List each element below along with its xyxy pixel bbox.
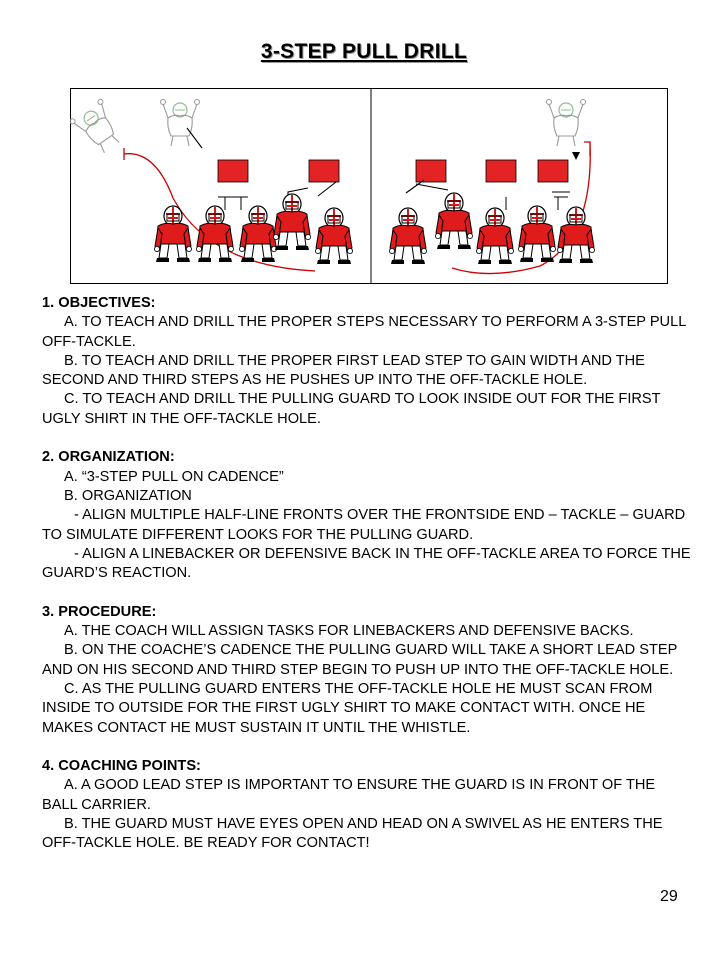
right-bag-2 xyxy=(486,160,516,182)
section-item: B. ORGANIZATION xyxy=(64,487,192,504)
drill-diagram xyxy=(70,88,668,284)
section-item: A. TO TEACH AND DRILL THE PROPER STEPS NECESSARY TO PERFORM A 3-STEP PULL OFF-TACKLE. xyxy=(42,314,686,350)
section-item: C. AS THE PULLING GUARD ENTERS THE OFF-TACKLE HOLE HE MUST SCAN FROM INSIDE TO OUTSIDE FOR THE FIRST UGLY SHIRT TO MAKE CONTACT WITH. ONCE HE MAKES CONTACT HE MUST SUSTAIN IT UNTIL THE WHISTLE. xyxy=(42,680,653,736)
section-item: B. TO TEACH AND DRILL THE PROPER FIRST LEAD STEP TO GAIN WIDTH AND THE SECOND AND THIRD STEPS AS HE PUSHES UP INTO THE OFF-TACKLE HOLE. xyxy=(42,352,645,389)
section-heading: 2. ORGANIZATION: xyxy=(42,449,175,466)
section-coaching-points xyxy=(42,757,692,853)
section-item: A. “3-STEP PULL ON CADENCE” xyxy=(64,468,284,485)
section-item: A. THE COACH WILL ASSIGN TASKS FOR LINEBACKERS AND DEFENSIVE BACKS. xyxy=(64,623,634,640)
section-subitem: - ALIGN MULTIPLE HALF-LINE FRONTS OVER THE FRONTSIDE END – TACKLE – GUARD TO SIMULATE DIFFERENT LOOKS FOR THE PULLING GUARD. xyxy=(42,507,686,543)
section-subitem: - ALIGN A LINEBACKER OR DEFENSIVE BACK IN THE OFF-TACKLE AREA TO FORCE THE GUARD’S REACTION. xyxy=(42,545,691,582)
page-title: 3-STEP PULL DRILL xyxy=(260,40,468,63)
section-procedure xyxy=(42,603,692,738)
right-bag-1 xyxy=(416,160,446,182)
section-heading: 3. PROCEDURE: xyxy=(42,603,157,620)
left-bag-1 xyxy=(218,160,248,182)
section-organization xyxy=(42,448,692,583)
section-item: C. TO TEACH AND DRILL THE PULLING GUARD TO LOOK INSIDE OUT FOR THE FIRST UGLY SHIRT IN THE OFF-TACKLE HOLE. xyxy=(42,391,661,427)
section-objectives xyxy=(42,294,692,429)
left-bag-2 xyxy=(309,160,339,182)
section-heading: 4. COACHING POINTS: xyxy=(42,758,201,775)
section-item: A. A GOOD LEAD STEP IS IMPORTANT TO ENSURE THE GUARD IS IN FRONT OF THE BALL CARRIER. xyxy=(42,777,656,813)
section-heading: 1. OBJECTIVES: xyxy=(42,295,156,311)
page-number: 29 xyxy=(660,888,678,905)
section-item: B. ON THE COACHE’S CADENCE THE PULLING GUARD WILL TAKE A SHORT LEAD STEP AND ON HIS SECOND AND THIRD STEP BEGIN TO PUSH UP INTO THE OFF-TACKLE HOLE. xyxy=(42,642,678,678)
drill-text xyxy=(42,294,692,873)
section-item: B. THE GUARD MUST HAVE EYES OPEN AND HEAD ON A SWIVEL AS HE ENTERS THE OFF-TACKLE HOLE. BE READY FOR CONTACT! xyxy=(42,816,663,852)
right-bag-3 xyxy=(538,160,568,182)
